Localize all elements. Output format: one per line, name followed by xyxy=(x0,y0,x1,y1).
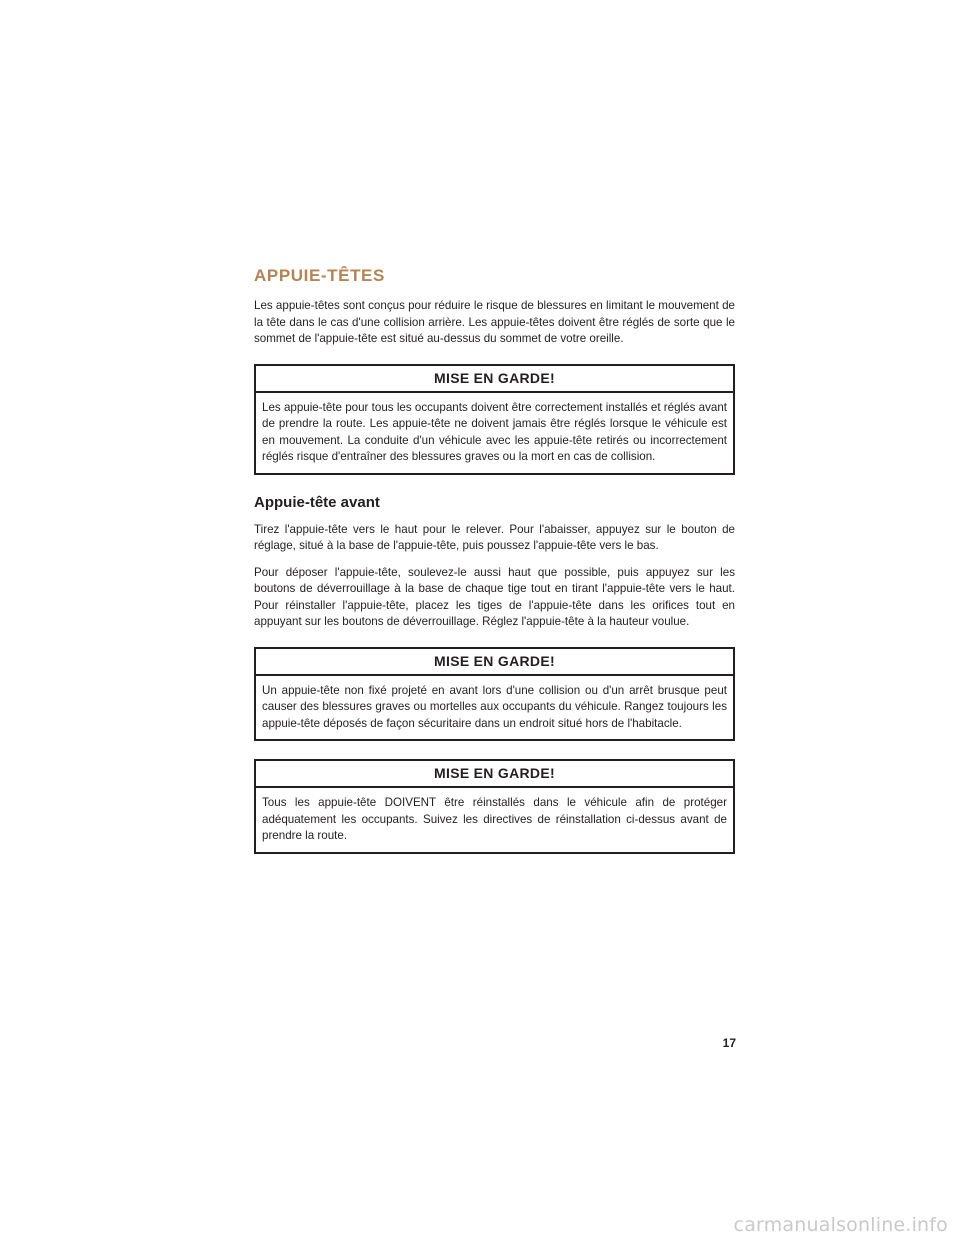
intro-paragraph: Les appuie-têtes sont conçus pour réduire le risque de blessures en limitant le mouvement de la tête dans le cas d'une collision arrière. Les appuie-têtes doivent être réglés de sorte que le sommet de l'appuie-tête est situé au-dessus du sommet de votre oreille. xyxy=(254,299,735,345)
page-number: 17 xyxy=(722,1036,736,1050)
warning-box xyxy=(254,647,735,742)
warning-title: MISE EN GARDE! xyxy=(256,761,733,788)
warning-text: Les appuie-tête pour tous les occupants doivent être correctement installés et réglés avant de prendre la route. Les appuie-tête ne doivent jamais être réglés lorsque le véhicule est en mouvement. La conduite d'un véhicule avec les appuie-tête retirés ou incorrectement réglés risque d'entraîner des blessures graves ou la mort en cas de collision. xyxy=(262,400,727,463)
warning-title: MISE EN GARDE! xyxy=(256,649,733,676)
section-title: APPUIE-TÊTES xyxy=(254,266,385,285)
warning-title: MISE EN GARDE! xyxy=(256,366,733,393)
warning-box xyxy=(254,364,735,475)
watermark: carmanualsonline.info xyxy=(733,1214,948,1236)
warning-text: Tous les appuie-tête DOIVENT être réinstallés dans le véhicule afin de protéger adéquatement les occupants. Suivez les directives de réinstallation ci-dessus avant de prendre la route. xyxy=(262,796,727,842)
subsection-title: Appuie-tête avant xyxy=(254,493,380,511)
subsection-paragraph: Pour déposer l'appuie-tête, soulevez-le aussi haut que possible, puis appuyez sur les boutons de déverrouillage à la base de chaque tige tout en tirant l'appuie-tête vers le haut. Pour réinstaller l'appuie-tête, placez les tiges de l'appuie-tête dans les orifices tout en appuyant sur les boutons de déverrouillage. Réglez l'appuie-tête à la hauteur voulue. xyxy=(254,565,735,628)
warning-box xyxy=(254,759,735,854)
warning-text: Un appuie-tête non fixé projeté en avant lors d'une collision ou d'un arrêt brusque peut causer des blessures graves ou mortelles aux occupants du véhicule. Rangez toujours les appuie-tête déposés de façon sécuritaire dans un endroit situé hors de l'habitacle. xyxy=(262,683,727,730)
page-content xyxy=(254,264,735,872)
subsection-paragraph: Tirez l'appuie-tête vers le haut pour le relever. Pour l'abaisser, appuyez sur le bouton de réglage, situé à la base de l'appuie-tête, puis poussez l'appuie-tête vers le bas. xyxy=(254,522,735,552)
